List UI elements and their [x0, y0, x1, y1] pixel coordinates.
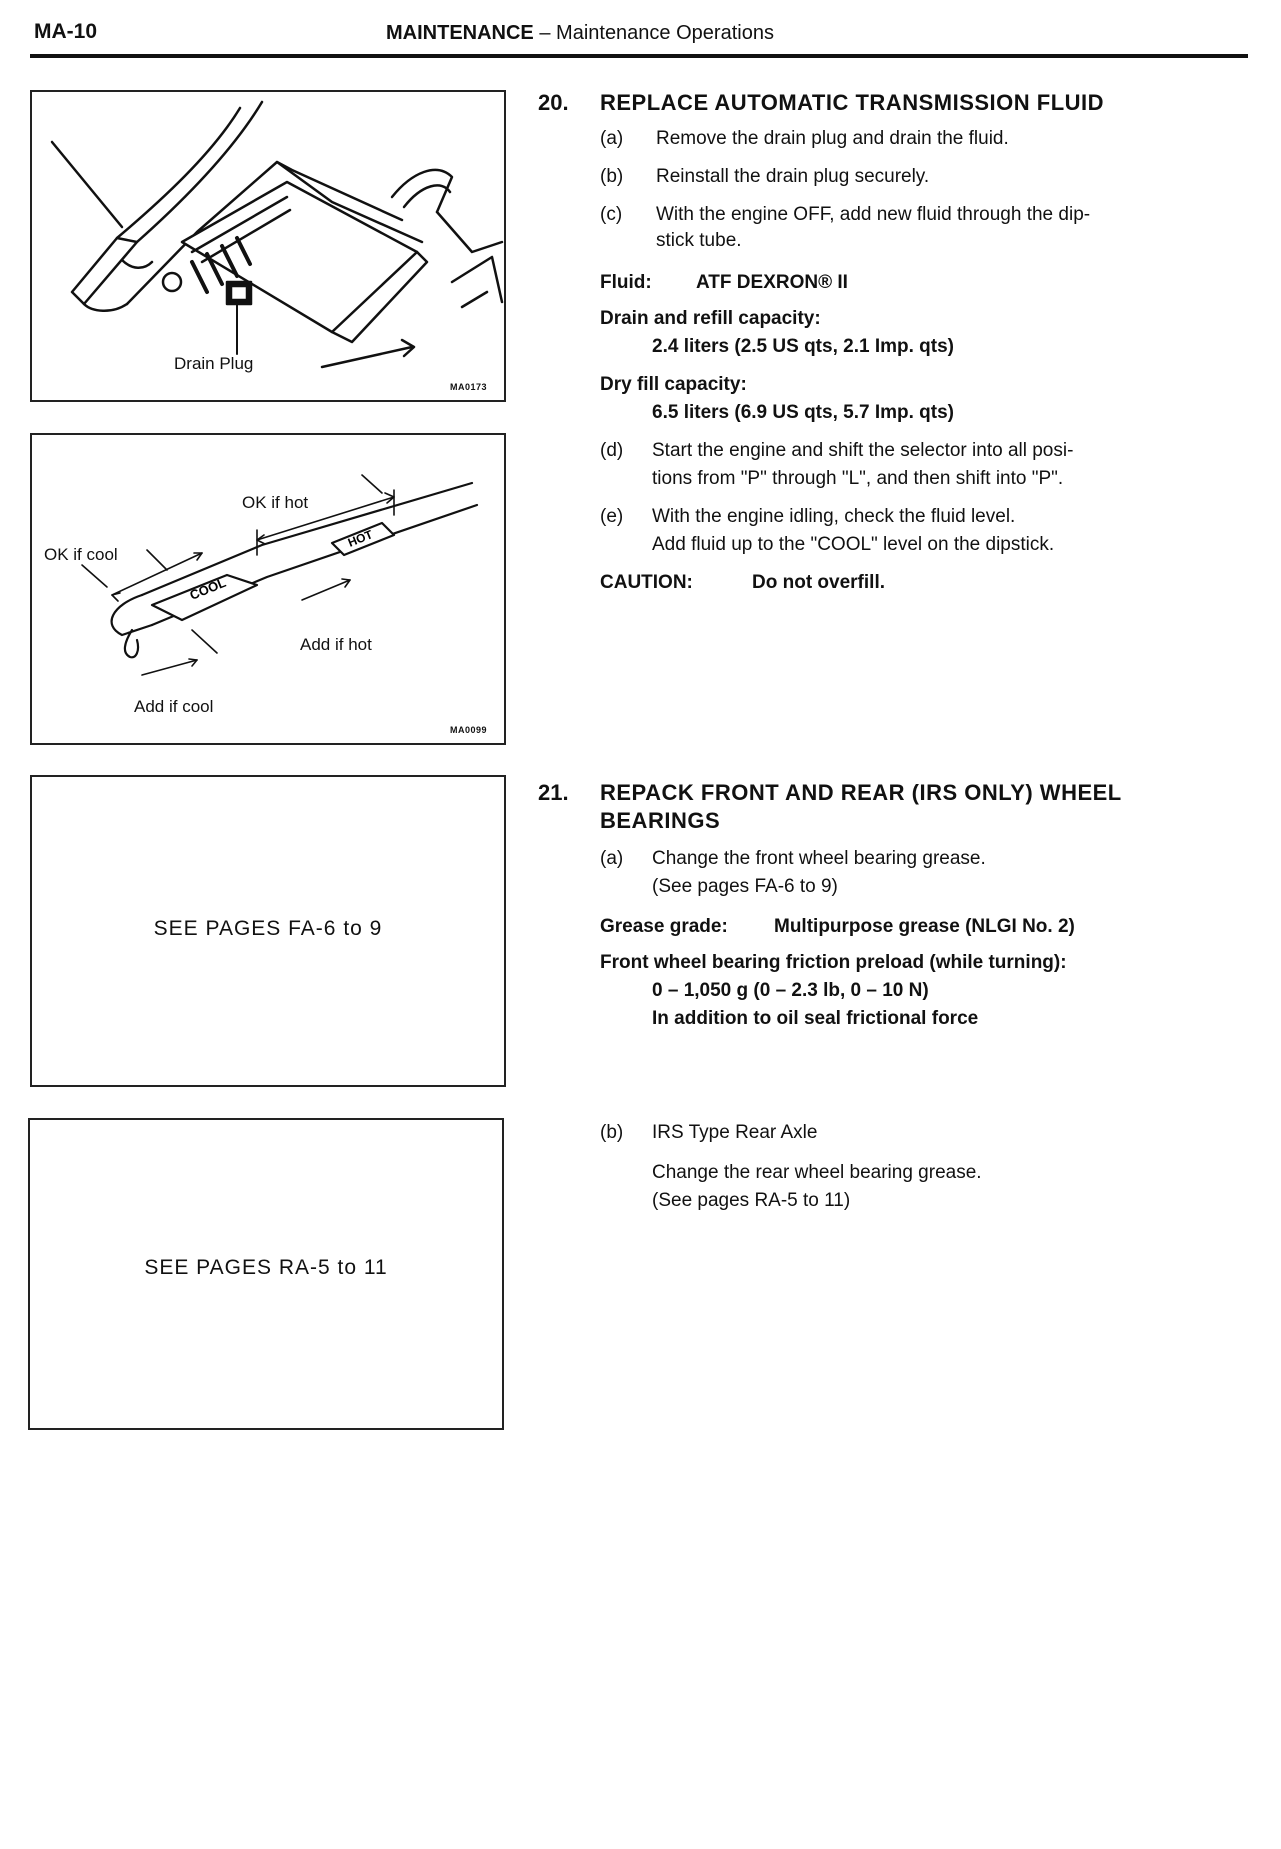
drain-refill-value: 2.4 liters (2.5 US qts, 2.1 Imp. qts): [652, 336, 954, 357]
header-rule: [30, 54, 1248, 58]
step-20e-line2: Add fluid up to the "COOL" level on the dipstick.: [652, 534, 1055, 555]
header-separator: –: [533, 22, 557, 44]
section-21-title-line2: BEARINGS: [600, 808, 721, 833]
fluid-value: ATF DEXRON® II: [696, 272, 848, 293]
cool-mark-text: COOL: [187, 574, 228, 603]
figure-see-ra: [28, 1118, 504, 1430]
step-20e-key: (e): [600, 506, 624, 527]
caution-label: CAUTION:: [600, 572, 693, 593]
step-21a-line2: (See pages FA-6 to 9): [652, 876, 838, 897]
dry-fill-value: 6.5 liters (6.9 US qts, 5.7 Imp. qts): [652, 402, 954, 423]
figure-drain-plug: [30, 90, 506, 402]
grease-grade-value: Multipurpose grease (NLGI No. 2): [774, 916, 1075, 937]
section-21-number: 21.: [538, 780, 569, 805]
preload-label: Front wheel bearing friction preload (while turning):: [600, 952, 1067, 973]
caution-text: Do not overfill.: [752, 572, 885, 593]
step-21b-line1: Change the rear wheel bearing grease.: [652, 1162, 982, 1183]
header-subsection: Maintenance Operations: [556, 22, 774, 44]
dipstick-illustration: [32, 435, 504, 743]
ok-if-hot-label: OK if hot: [242, 493, 309, 512]
step-20c-key: (c): [600, 204, 623, 225]
fluid-label: Fluid:: [600, 272, 652, 293]
ok-if-cool-label: OK if cool: [44, 545, 118, 564]
header-section: MAINTENANCE: [386, 22, 534, 44]
drain-plug-label: Drain Plug: [174, 354, 254, 373]
step-21b-line2: (See pages RA-5 to 11): [652, 1190, 851, 1211]
preload-value: 0 – 1,050 g (0 – 2.3 lb, 0 – 10 N): [652, 980, 929, 1001]
step-20d-line2: tions from "P" through "L", and then shift into "P".: [652, 468, 1064, 489]
figure-dipstick: [30, 433, 506, 745]
page-header-title: [386, 22, 774, 45]
figure-code-2: MA0099: [450, 725, 488, 735]
step-20d-key: (d): [600, 440, 624, 461]
step-20a-key: (a): [600, 128, 624, 149]
section-20-title: REPLACE AUTOMATIC TRANSMISSION FLUID: [600, 90, 1105, 115]
step-20c-line1: With the engine OFF, add new fluid through the dip-: [656, 204, 1091, 225]
preload-note: In addition to oil seal frictional force: [652, 1008, 979, 1029]
step-20b-key: (b): [600, 166, 624, 187]
step-20b-text: Reinstall the drain plug securely.: [656, 166, 930, 187]
figure-see-fa: [30, 775, 506, 1087]
figure-code-1: MA0173: [450, 382, 488, 392]
step-20c-line2: stick tube.: [656, 230, 742, 251]
step-20d-line1: Start the engine and shift the selector into all posi-: [652, 440, 1074, 461]
dry-fill-label: Dry fill capacity:: [600, 374, 747, 395]
grease-grade-label: Grease grade:: [600, 916, 728, 937]
drain-refill-label: Drain and refill capacity:: [600, 308, 821, 329]
section-21-title-line1: REPACK FRONT AND REAR (IRS ONLY) WHEEL: [600, 780, 1122, 805]
drain-plug-illustration: [32, 92, 504, 400]
step-21a-key: (a): [600, 848, 624, 869]
see-pages-fa: SEE PAGES FA-6 to 9: [153, 917, 383, 940]
see-pages-ra: SEE PAGES RA-5 to 11: [144, 1256, 388, 1279]
add-if-hot-label: Add if hot: [300, 635, 372, 654]
hot-mark-text: HOT: [345, 527, 375, 550]
step-20e-line1: With the engine idling, check the fluid level.: [652, 506, 1016, 527]
add-if-cool-label: Add if cool: [134, 697, 214, 716]
section-20-number: 20.: [538, 90, 569, 115]
step-21b-key: (b): [600, 1122, 624, 1143]
page-code: MA-10: [34, 20, 98, 43]
step-21b-title: IRS Type Rear Axle: [652, 1122, 818, 1143]
step-21a-line1: Change the front wheel bearing grease.: [652, 848, 986, 869]
step-20a-text: Remove the drain plug and drain the fluid.: [656, 128, 1009, 149]
